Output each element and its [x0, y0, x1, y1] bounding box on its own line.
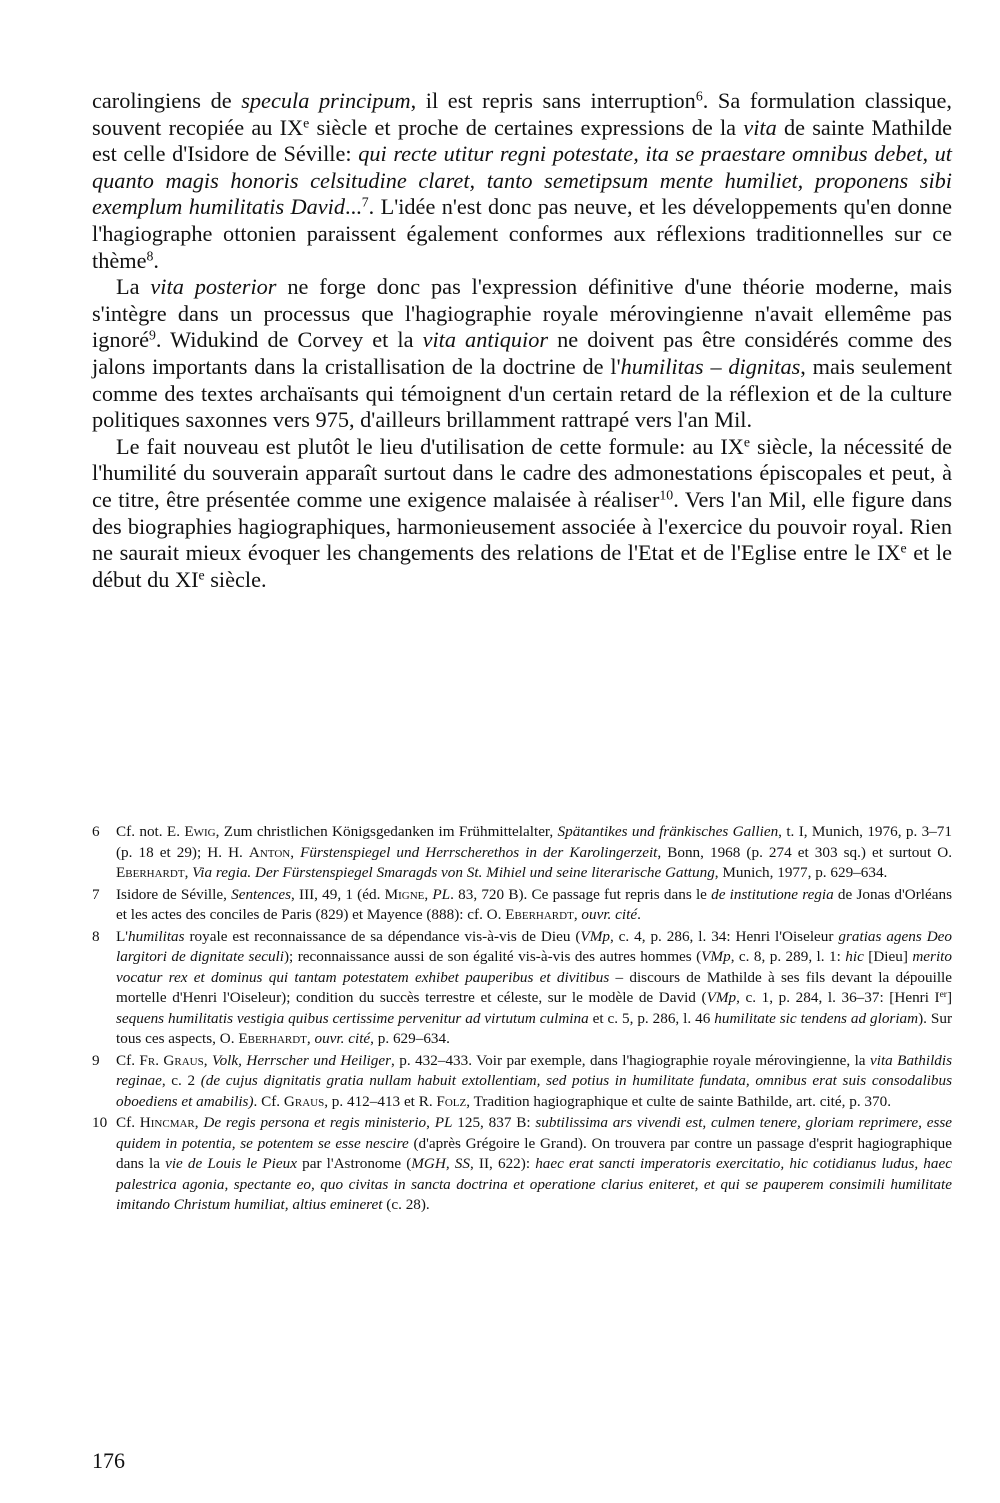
footnote-number: 10 [92, 1114, 108, 1131]
footnote-number: 8 [92, 927, 100, 945]
footnote-number: 7 [92, 885, 100, 903]
footnote-text: Cf. not. E. Ewig, Zum christlichen Königsgedanken im Frühmittelalter, Spätantikes und fränkisches Gallien, t. I, Munich, 1976, p. 3–71 (p. 18 et 29); H. H. Anton, Fürstenspiegel und Herrscherethos in der Karolingerzeit, Bonn, 1968 (p. 274 et 303 sq.) et surtout O. Eberhardt, Via regia. Der Fürstenspiegel Smaragds von St. Mihiel und seine literarische Gattung, Munich, 1977, p. 629–634. [116, 823, 953, 881]
footnote-number: 9 [92, 1051, 100, 1069]
paragraph-3: Le fait nouveau est plutôt le lieu d'utilisation de cette formule: au IXe siècle, la nécessité de l'humilité du souverain apparaît surtout dans le cadre des admonestations épiscopales et peut, à ce titre, être présentée comme une exigence malaisée à réaliser$^{10}$. Vers l'an Mil, elle figure dans des biographies hagiographiques, harmonieusement associée à l'exercice du pouvoir royal. Rien ne saurait mieux évoquer les changements des relations de l'Etat et de l'Eglise entre le IXe et le début du XIe siècle. [92, 433, 952, 592]
page-number: 176 [92, 1448, 125, 1473]
footnote-text: L'humilitas royale est reconnaissance de sa dépendance vis-à-vis de Dieu (VMp, c. 4, p. 286, l. 34: Henri l'Oiseleur gratias agens Deo largitori de dignitate seculi); reconnaissance aussi de son égalité vis-à-vis des autres hommes (VMp, c. 8, p. 289, l. 1: hic [Dieu] merito vocatur rex et dominus qui tantam potestatem exhibet pauperibus et divitibus – discours de Mathilde à ses fils devant la dépouille mortelle d'Henri l'Oiseleur); condition du succès terrestre et céleste, sur le modèle de David (VMp, c. 1, p. 284, l. 36–37: [Henri Ier] sequens humilitatis vestigia quibus certissime pervenitur ad virtutum culmina et c. 5, p. 286, l. 46 humilitate sic tendens ad gloriam). Sur tous ces aspects, O. Eberhardt, ouvr. cité, p. 629–634. [116, 927, 953, 1047]
footnote [92, 927, 952, 1050]
footnote-text: Cf. Fr. Graus, Volk, Herrscher und Heiliger, p. 432–433. Voir par exemple, dans l'hagiographie royale mérovingienne, la vita Bathildis reginae, c. 2 (de cujus dignitatis gratia nullam habuit extollentiam, sed potius in humilitate fundata, omnibus erat suis consodalibus oboediens et amabilis). Cf. Graus, p. 412–413 et R. Folz, Tradition hagiographique et culte de sainte Bathilde, art. cité, p. 370. [116, 1051, 953, 1110]
footnote-number: 6 [92, 823, 100, 840]
footnote-text: Isidore de Séville, Sentences, III, 49, 1 (éd. Migne, PL. 83, 720 B). Ce passage fut repris dans le de institutione regia de Jonas d'Orléans et les actes des conciles de Paris (829) et Mayence (888): cf. O. Eberhardt, ouvr. cité. [116, 885, 952, 923]
paragraph-1: carolingiens de specula principum, il est repris sans interruption$^6$. Sa formulation classique, souvent recopiée au IXe siècle et proche de certaines expressions de la vita de sainte Mathilde est celle d'Isidore de Séville: qui recte utitur regni potestate, ita se praestare omnibus debet, ut quanto magis honoris celsitudine claret, tanto semetipsum mente humiliet, proponens sibi exemplum humilitatis David...$^7$. L'idée n'est donc pas neuve, et les développements qu'en donne l'hagiographe ottonien paraissent également conformes aux réflexions traditionnelles sur ce thème$^8$. [92, 88, 953, 273]
footnote [92, 1113, 952, 1216]
footnote [92, 885, 952, 926]
footnote-text: Cf. Hincmar, De regis persona et regis ministerio, PL 125, 837 B: subtilissima ars vivendi est, culmen tenere, gloriam reprimere, esse quidem in potentia, se potentem se esse nescire (d'après Grégoire le Grand). On trouvera par contre un passage d'esprit hagiographique dans la vie de Louis le Pieux par l'Astronome (MGH, SS, II, 622): haec erat sancti imperatoris exercitatio, hic cotidianus ludus, haec palestrica agonia, spectante eo, quo civitas in sancta doctrina et operatione clarius eniteret, et qui se pauperem consimili humilitate imitando Christum humiliat, altius emineret (c. 28). [116, 1114, 953, 1213]
footnote [92, 822, 952, 884]
paragraph-2: La vita posterior ne forge donc pas l'expression définitive d'une théorie moderne, mais s'intègre dans un processus que l'hagiographie royale mérovingienne n'avait ellemême pas ignoré$^9$. Widukind de Corvey et la vita antiquior ne doivent pas être considérés comme des jalons importants dans la cristallisation de la doctrine de l'humilitas – dignitas, mais seulement comme des textes archaïsants qui témoignent d'un certain retard de la réflexion et de la culture politiques saxonnes vers 975, d'ailleurs brillamment rattrapé vers l'an Mil. [92, 274, 953, 433]
footnote [92, 1051, 952, 1113]
main-text [92, 88, 952, 593]
footnotes [92, 822, 952, 1217]
